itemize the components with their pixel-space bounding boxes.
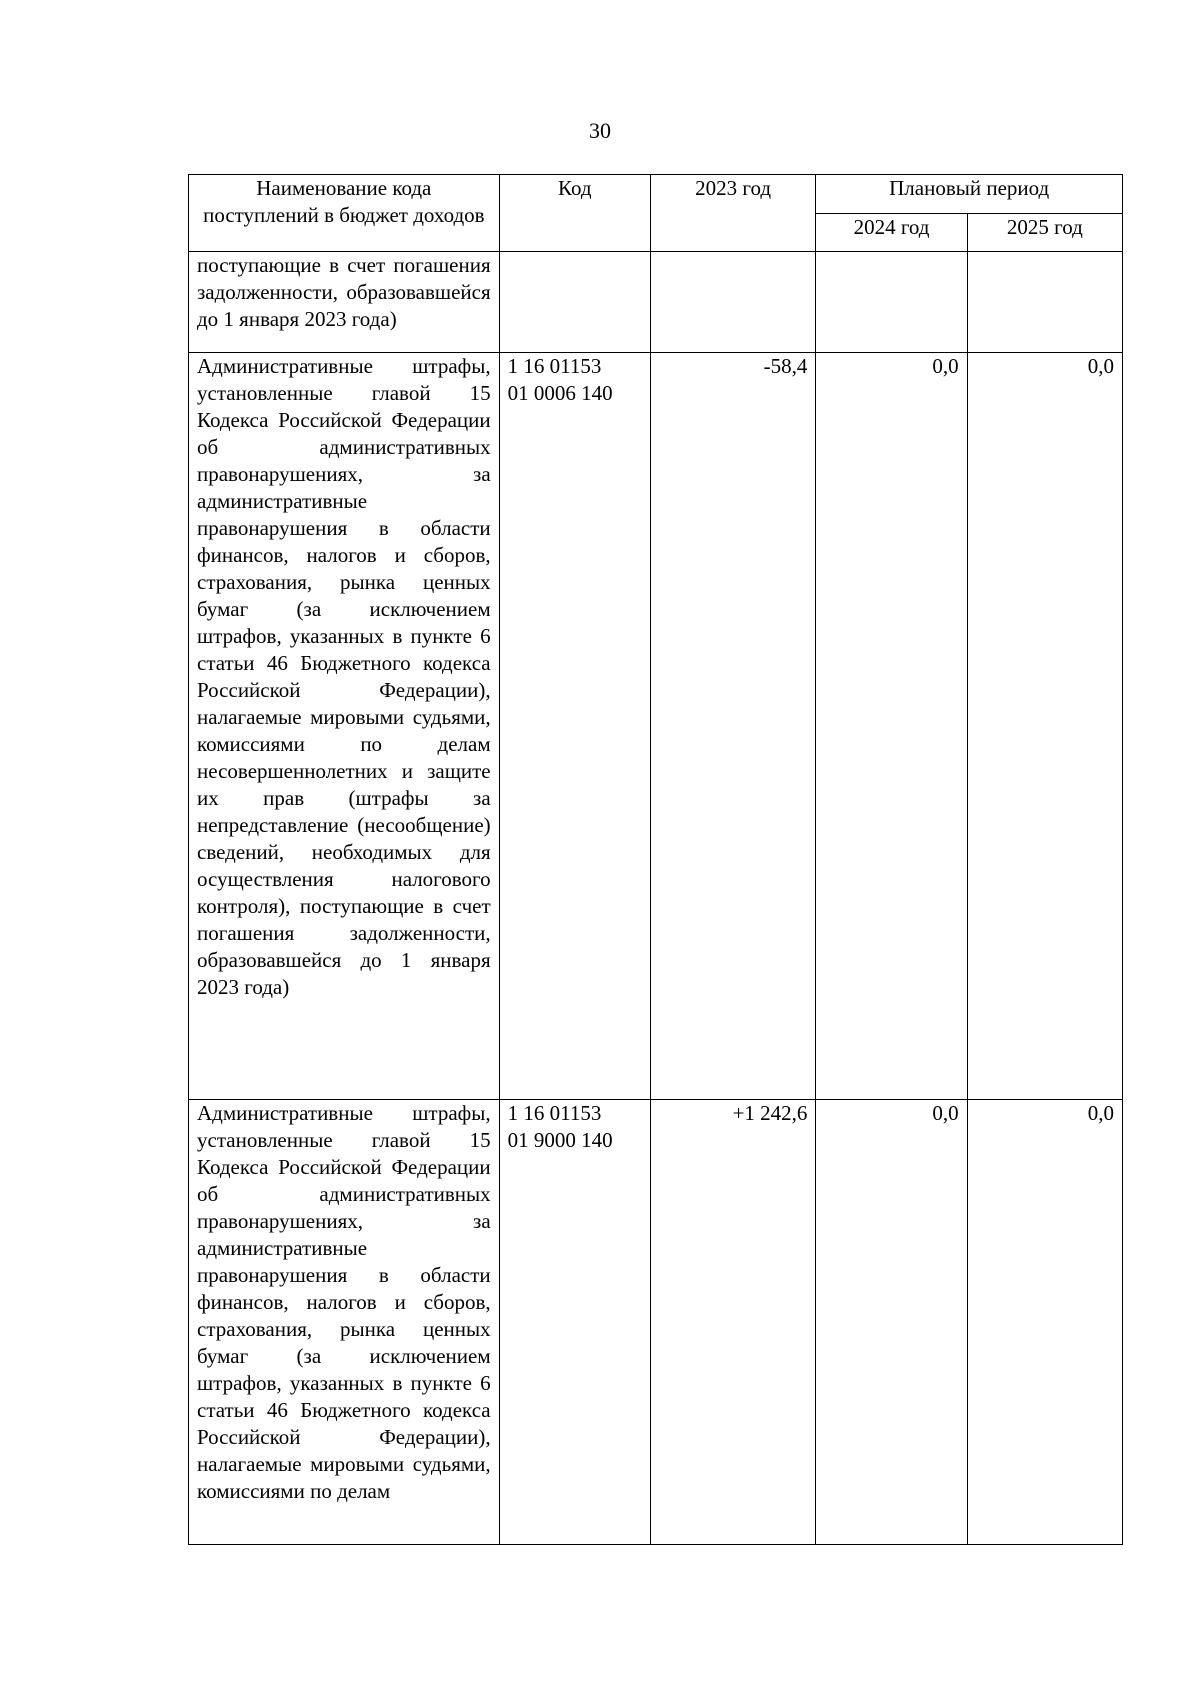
value-2024 — [816, 252, 967, 353]
revenue-name: Административные штрафы, установленные главой 15 Кодекса Российской Федерации об административных правонарушениях, за административные правонарушения в области финансов, налогов и сборов, страхования, рынка ценных бумаг (за исключением штрафов, указанных в пункте 6 статьи 46 Бюджетного кодекса Российской Федерации), налагаемые мировыми судьями, комиссиями по делам несовершеннолетних и защите их прав (штрафы за непредставление (несообщение) сведений, необходимых для осуществления налогового контроля), поступающие в счет погашения задолженности, образовавшейся до 1 января 2023 года) — [189, 353, 500, 1100]
table-row — [189, 1100, 1123, 1545]
value-2024: 0,0 — [816, 1100, 967, 1545]
revenue-code — [499, 1100, 650, 1545]
value-2023: +1 242,6 — [650, 1100, 816, 1545]
revenue-code — [499, 353, 650, 1100]
code-line: 1 16 01153 — [507, 354, 602, 378]
page-number: 30 — [589, 118, 611, 143]
revenue-name: поступающие в счет погашения задолженности, образовавшейся до 1 января 2023 года) — [189, 252, 500, 353]
value-2025 — [967, 252, 1122, 353]
table-row — [189, 353, 1123, 1100]
revenue-name: Административные штрафы, установленные главой 15 Кодекса Российской Федерации об административных правонарушениях, за административные правонарушения в области финансов, налогов и сборов, страхования, рынка ценных бумаг (за исключением штрафов, указанных в пункте 6 статьи 46 Бюджетного кодекса Российской Федерации), налагаемые мировыми судьями, комиссиями по делам — [189, 1100, 500, 1545]
value-2023: -58,4 — [650, 353, 816, 1100]
value-2025: 0,0 — [967, 353, 1122, 1100]
header-name: Наименование кода поступлений в бюджет доходов — [189, 175, 500, 252]
table-row — [189, 252, 1123, 353]
header-plan-period: Плановый период — [816, 175, 1123, 214]
value-2025: 0,0 — [967, 1100, 1122, 1545]
budget-revenue-table — [188, 174, 1123, 1545]
revenue-code — [499, 252, 650, 353]
code-line: 01 9000 140 — [507, 1128, 613, 1152]
code-line: 01 0006 140 — [507, 381, 613, 405]
code-line: 1 16 01153 — [507, 1101, 602, 1125]
value-2024: 0,0 — [816, 353, 967, 1100]
value-2023 — [650, 252, 816, 353]
header-year-2025: 2025 год — [967, 213, 1122, 252]
header-code: Код — [499, 175, 650, 252]
header-year-2023: 2023 год — [650, 175, 816, 252]
header-year-2024: 2024 год — [816, 213, 967, 252]
